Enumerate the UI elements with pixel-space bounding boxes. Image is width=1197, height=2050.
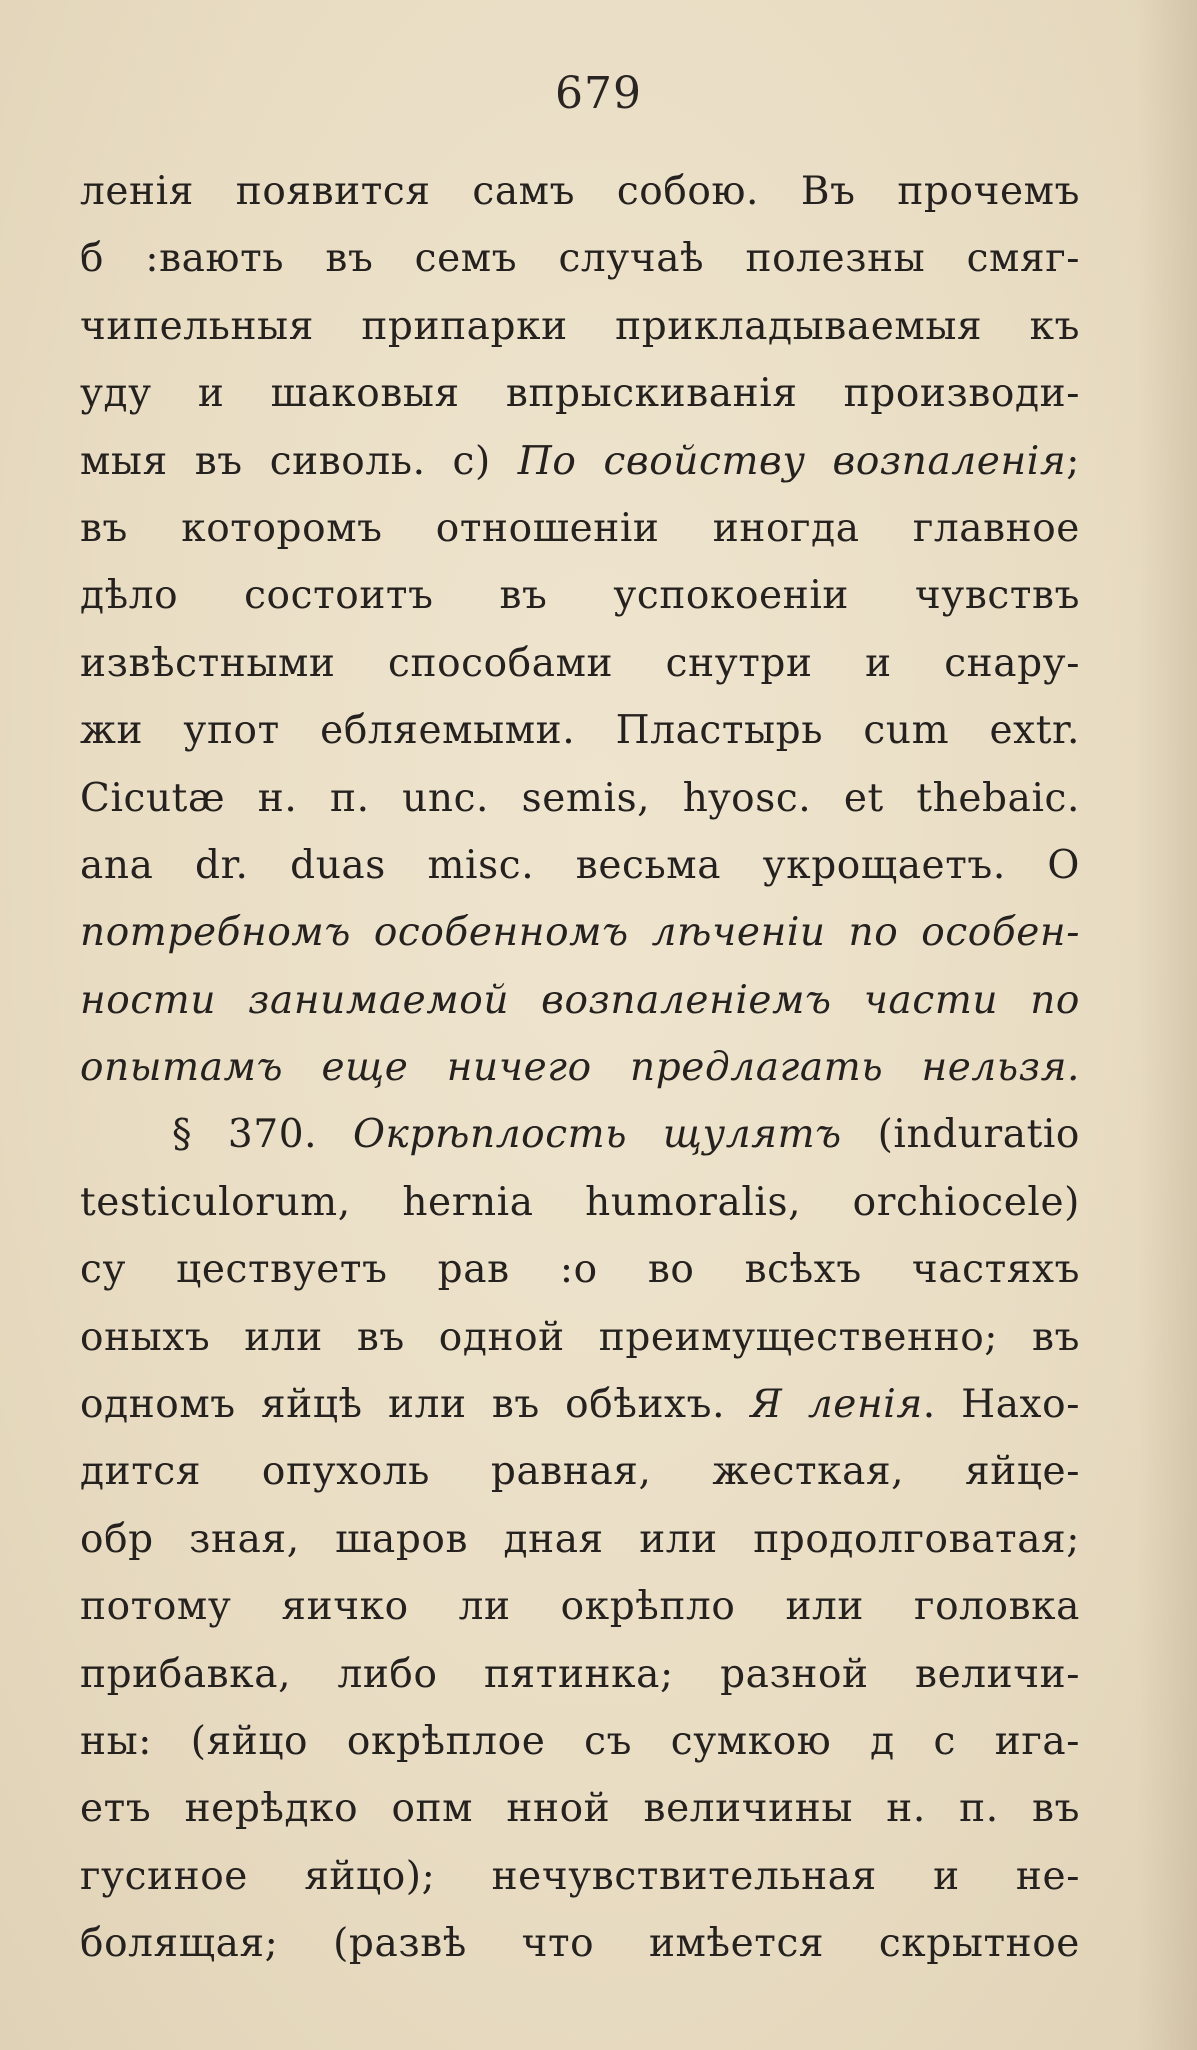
italic-text-segment: потребномъ особенномъ лѣченіи по особен- [80,910,1080,956]
text-segment: ленія появится самъ собою. Въ прочемъ [80,169,1080,214]
text-line [80,1304,1080,1371]
text-segment: въ которомъ отношеніи иногда главное [80,505,1080,551]
text-line [80,1775,1080,1842]
italic-text-segment: Я ленія [750,1382,923,1428]
text-segment: ны: (яйцо окрѣплое съ сумкою д с игa- [80,1718,1080,1764]
text-line [80,1506,1080,1573]
text-line [80,1843,1080,1910]
text-line [80,832,1080,899]
text-line [80,562,1080,629]
text-line [80,967,1080,1034]
text-line [80,1641,1080,1708]
italic-text-segment: По свойству возпаленія [517,438,1067,484]
text-segment: су цествуетъ рав :о во всѣхъ частяхъ [80,1247,1080,1293]
text-segment: ana dr. duas misc. весьма укрощаетъ. О [80,842,1080,888]
text-line [80,428,1080,495]
text-segment: чипельныя припарки прикладываемыя къ [80,303,1080,349]
text-line [80,1438,1080,1505]
text-segment: потому яичко ли окрѣпло или головка [80,1584,1080,1630]
text-segment: болящая; (развѣ что имѣется скрытное [80,1921,1080,1967]
text-line [80,697,1080,764]
text-segment: уду и шаковыя впрыскиванія производи- [80,371,1080,417]
text-line [80,765,1080,832]
italic-text-segment: ности занимаемой возпаленіемъ части по [80,977,1080,1023]
text-line [80,495,1080,562]
text-line [80,1236,1080,1303]
text-line [80,1034,1080,1101]
text-line [80,1573,1080,1640]
text-segment: гусиное яйцо); нечувствительная и не- [80,1853,1080,1899]
text-line [80,630,1080,697]
text-segment: ; [1066,438,1080,484]
text-segment: Cicutæ н. п. unc. semis, hyosc. et thebaic. [80,775,1080,821]
italic-text-segment: опытамъ еще ничего предлагать нельзя. [80,1045,1080,1091]
text-segment: б :вають въ семъ случаѣ полезны смяг- [80,236,1080,282]
text-segment: етъ нерѣдко опм нной величины н. п. въ [80,1786,1080,1832]
text-segment: прибавка, либо пятинка; разной величи- [80,1651,1080,1697]
body-text [80,158,1080,1978]
text-segment: оныхъ или въ одной преимущественно; въ [80,1314,1080,1360]
text-segment: извѣстными способами снутри и снару- [80,640,1080,686]
text-line [80,225,1080,292]
text-segment: жи упот ебляемыми. Пластырь cum extr. [80,708,1080,754]
text-segment: мыя въ сиволь. с) [80,438,518,484]
text-line [80,158,1080,225]
text-line [80,1708,1080,1775]
text-line [80,1371,1080,1438]
text-segment: обр зная, шаров дная или продолговатая; [80,1516,1080,1562]
text-line [80,1101,1080,1168]
page-edge-shadow [1137,0,1197,2050]
text-segment: . Нахо- [922,1382,1080,1428]
text-segment: (induratio [841,1112,1080,1158]
italic-text-segment: Окрѣплость щулятъ [352,1112,842,1158]
text-segment: § 370. [172,1112,353,1158]
text-segment: одномъ яйцѣ или въ обѣихъ. [80,1382,751,1428]
text-line [80,1169,1080,1236]
text-line [80,899,1080,966]
text-line [80,1910,1080,1977]
text-segment: testiculorum, hernia humoralis, orchiocele) [80,1179,1080,1225]
page-number: 679 [555,68,642,119]
text-segment: дится опухоль равная, жесткая, яйце- [80,1449,1080,1495]
text-line [80,360,1080,427]
text-segment: дѣло состоитъ въ успокоеніи чувствъ [80,573,1080,619]
text-line [80,293,1080,360]
